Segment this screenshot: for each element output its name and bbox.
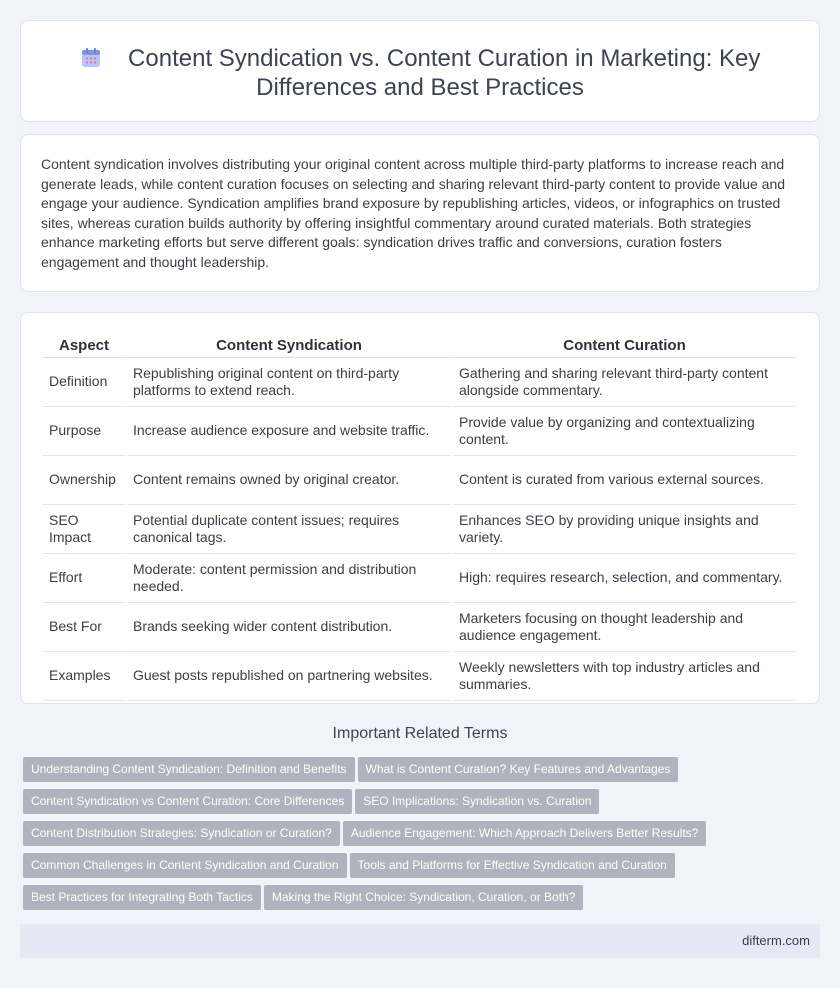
document-icon (80, 47, 102, 69)
table-header-row (43, 333, 796, 358)
syndication-cell: Content remains owned by original creator. (127, 456, 451, 505)
aspect-cell: Definition (43, 358, 125, 407)
syndication-cell: Increase audience exposure and website traffic. (127, 407, 451, 456)
tag-row (23, 789, 723, 821)
tag-row (23, 885, 723, 917)
footer (20, 924, 820, 958)
curation-cell: Content is curated from various external sources. (453, 456, 796, 505)
table-row (43, 652, 796, 701)
related-term-link[interactable]: Content Syndication vs Content Curation: Core Differences (23, 789, 352, 814)
aspect-cell: Examples (43, 652, 125, 701)
table-row (43, 603, 796, 652)
comparison-table-card (20, 312, 820, 704)
tag-row (23, 757, 723, 789)
related-term-link[interactable]: SEO Implications: Syndication vs. Curation (355, 789, 599, 814)
table-row (43, 407, 796, 456)
table-row (43, 554, 796, 603)
related-terms-list (23, 757, 723, 917)
curation-cell: Enhances SEO by providing unique insights and variety. (453, 505, 796, 554)
column-header-curation: Content Curation (453, 333, 796, 358)
tag-row (23, 821, 723, 853)
comparison-table (41, 333, 798, 701)
related-term-link[interactable]: Common Challenges in Content Syndication and Curation (23, 853, 347, 878)
footer-site-link[interactable]: difterm.com (742, 933, 810, 948)
syndication-cell: Potential duplicate content issues; requires canonical tags. (127, 505, 451, 554)
syndication-cell: Moderate: content permission and distribution needed. (127, 554, 451, 603)
aspect-cell: Best For (43, 603, 125, 652)
curation-cell: Gathering and sharing relevant third-party content alongside commentary. (453, 358, 796, 407)
related-term-link[interactable]: Best Practices for Integrating Both Tactics (23, 885, 261, 910)
header-card (20, 20, 820, 122)
intro-card (20, 134, 820, 292)
table-row (43, 358, 796, 407)
related-term-link[interactable]: Making the Right Choice: Syndication, Curation, or Both? (264, 885, 584, 910)
curation-cell: High: requires research, selection, and commentary. (453, 554, 796, 603)
syndication-cell: Guest posts republished on partnering websites. (127, 652, 451, 701)
related-term-link[interactable]: Tools and Platforms for Effective Syndication and Curation (350, 853, 675, 878)
curation-cell: Provide value by organizing and contextualizing content. (453, 407, 796, 456)
page-title: Content Syndication vs. Content Curation in Marketing: Key Differences and Best Practices (128, 45, 761, 101)
curation-cell: Weekly newsletters with top industry articles and summaries. (453, 652, 796, 701)
title-wrap (61, 44, 779, 102)
column-header-aspect: Aspect (43, 333, 125, 358)
syndication-cell: Republishing original content on third-party platforms to extend reach. (127, 358, 451, 407)
table-row (43, 456, 796, 505)
aspect-cell: Ownership (43, 456, 125, 505)
related-term-link[interactable]: Audience Engagement: Which Approach Delivers Better Results? (343, 821, 707, 846)
tag-row (23, 853, 723, 885)
column-header-syndication: Content Syndication (127, 333, 451, 358)
curation-cell: Marketers focusing on thought leadership and audience engagement. (453, 603, 796, 652)
aspect-cell: Purpose (43, 407, 125, 456)
table-row (43, 505, 796, 554)
related-terms-heading: Important Related Terms (332, 725, 508, 742)
related-term-link[interactable]: Understanding Content Syndication: Definition and Benefits (23, 757, 355, 782)
related-term-link[interactable]: Content Distribution Strategies: Syndication or Curation? (23, 821, 340, 846)
aspect-cell: Effort (43, 554, 125, 603)
aspect-cell: SEO Impact (43, 505, 125, 554)
intro-paragraph: Content syndication involves distributing your original content across multiple third-party platforms to increase reach and generate leads, while content curation focuses on selecting and sharing relevant third-party content to provide value and engage your audience. Syndication amplifies brand exposure by republishing articles, videos, or infographics on trusted sites, whereas curation builds authority by offering insightful commentary around curated materials. Both strategies enhance marketing efforts but serve different goals: syndication drives traffic and conversions, curation fosters engagement and thought leadership. (41, 156, 786, 270)
syndication-cell: Brands seeking wider content distribution. (127, 603, 451, 652)
related-term-link[interactable]: What is Content Curation? Key Features and Advantages (358, 757, 679, 782)
